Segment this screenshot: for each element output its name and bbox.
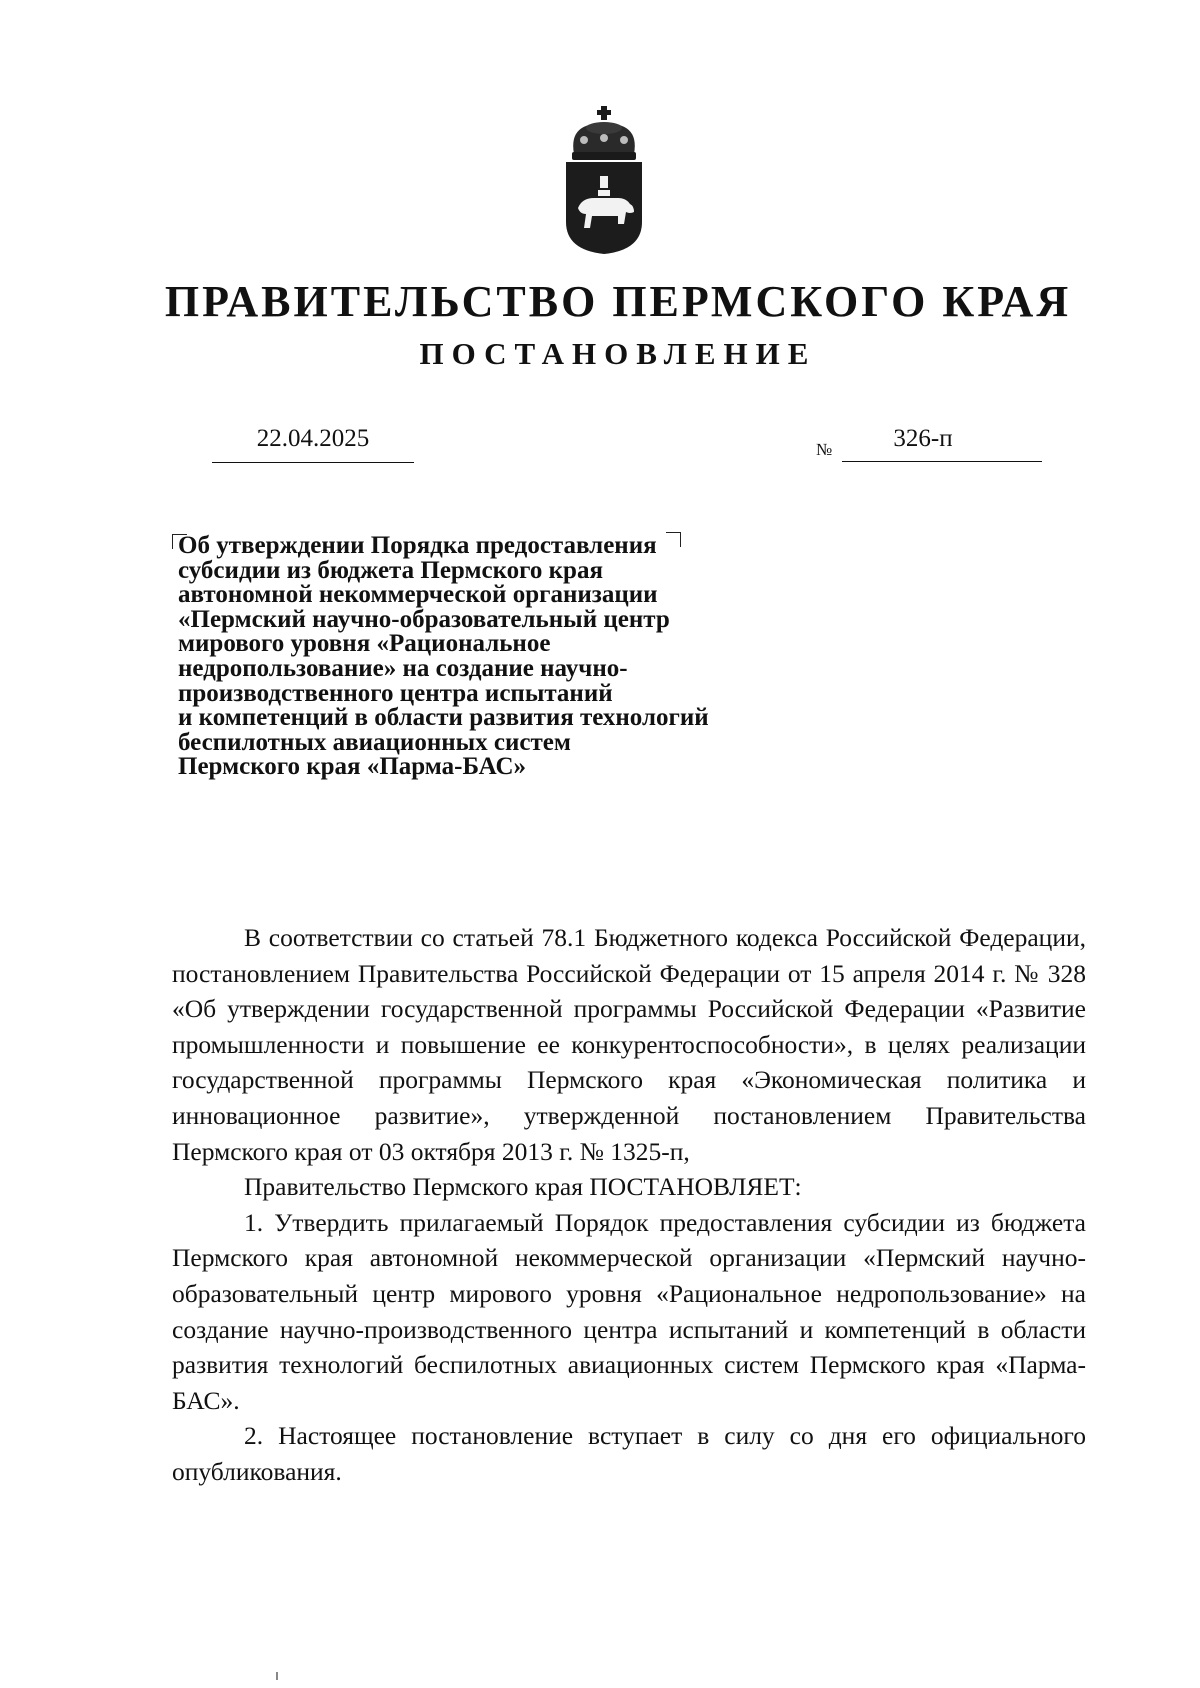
- number-sign: №: [816, 440, 833, 459]
- subject-line: Об утверждении Порядка предоставления: [178, 532, 657, 559]
- subject-line: производственного центра испытаний: [178, 679, 613, 707]
- document-subject: [178, 534, 818, 780]
- subject-line: Пермского края «Парма-БАС»: [178, 753, 527, 781]
- document-number: 326-п: [842, 422, 1042, 462]
- subject-line: и компетенций в области развития технологий: [178, 704, 709, 732]
- item-2-paragraph: 2. Настоящее постановление вступает в силу со дня его официального опубликования.: [172, 1421, 1086, 1486]
- resolves-paragraph: Правительство Пермского края ПОСТАНОВЛЯЕТ:: [244, 1172, 802, 1202]
- coat-of-arms-icon: [560, 104, 648, 256]
- government-title: ПРАВИТЕЛЬСТВО ПЕРМСКОГО КРАЯ: [164, 277, 1072, 326]
- subject-line: субсидии из бюджета Пермского края: [178, 556, 603, 584]
- subject-line: мирового уровня «Рациональное: [178, 630, 551, 658]
- document-body: [172, 920, 1086, 1490]
- subject-line: беспилотных авиационных систем: [178, 728, 571, 756]
- document-type: ПОСТАНОВЛЕНИЕ: [419, 336, 817, 371]
- preamble-paragraph: В соответствии со статьей 78.1 Бюджетного кодекса Российской Федерации, постановлением Правительства Российской Федерации от 15 апреля 2014 г. № 328 «Об утверждении государственной программы Российской Федерации «Развитие промышленности и повышение ее конкурентоспособности», в целях реализации государственной программы Пермского края «Экономическая политика и инновационное развитие», утвержденной постановлением Правительства Пермского края от 03 октября 2013 г. № 1325-п,: [172, 923, 1086, 1166]
- subject-line: автономной некоммерческой организации: [178, 581, 658, 609]
- item-1-paragraph: 1. Утвердить прилагаемый Порядок предоставления субсидии из бюджета Пермского края автономной некоммерческой организации «Пермский научно-образовательный центр мирового уровня «Рациональное недропользование» на создание научно-производственного центра испытаний и компетенций в области развития технологий беспилотных авиационных систем Пермского края «Парма-БАС».: [172, 1207, 1086, 1415]
- subject-line: недропользование» на создание научно-: [178, 654, 628, 682]
- subject-line: «Пермский научно-образовательный центр: [178, 605, 670, 633]
- page-mark: [276, 1672, 278, 1680]
- document-date: 22.04.2025: [212, 422, 414, 463]
